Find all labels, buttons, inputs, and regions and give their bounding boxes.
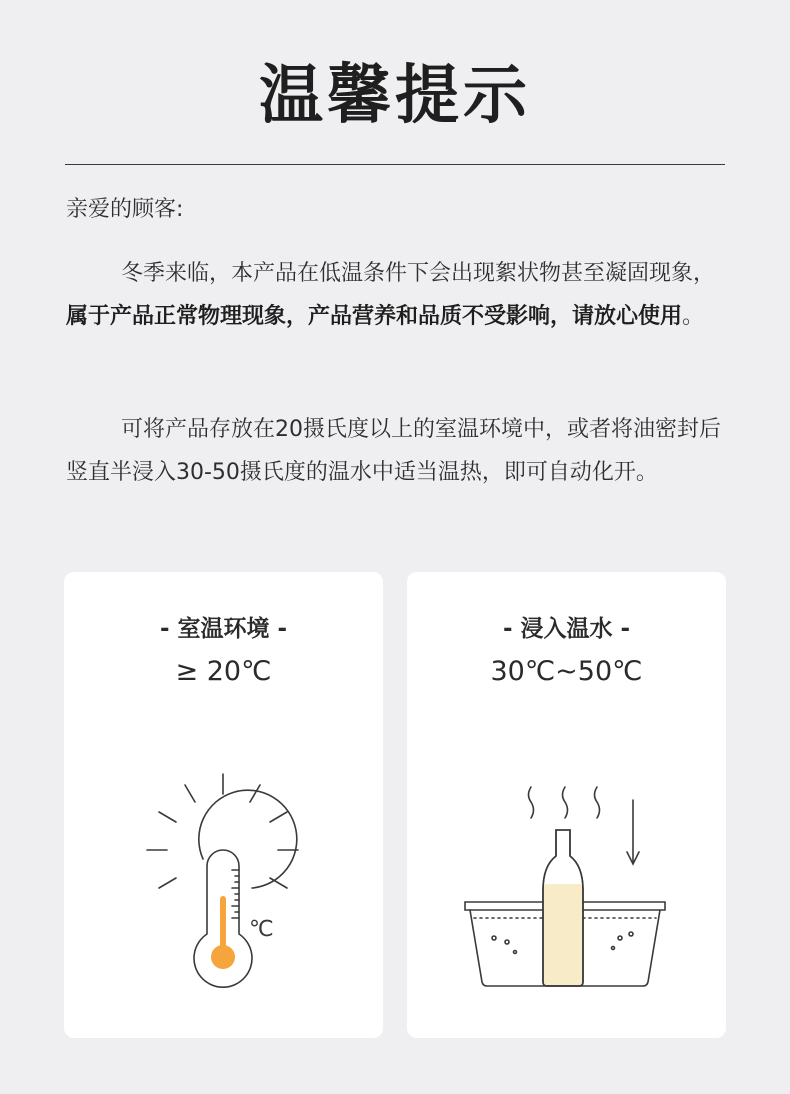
mercury-bulb — [211, 945, 235, 969]
room-temperature-card — [64, 572, 383, 1038]
bottle-oil — [544, 884, 582, 985]
notice-period: 。 — [682, 304, 705, 329]
room-temperature-value: ≥ 20℃ — [175, 656, 272, 687]
steam-line — [563, 787, 568, 818]
page-title: 温馨提示 — [259, 58, 531, 133]
steam-line — [529, 787, 534, 818]
sun-thermometer-icon — [64, 572, 383, 1038]
warm-water-value: 30℃~50℃ — [490, 656, 643, 687]
bottle-in-warm-water-icon — [407, 572, 726, 1038]
notice-paragraph — [66, 252, 726, 338]
room-temperature-label: - 室温环境 - — [159, 616, 288, 642]
notice-emphasis: 属于产品正常物理现象，产品营养和品质不受影响，请放心使用 — [66, 304, 683, 329]
greeting: 亲爱的顾客: — [66, 197, 184, 222]
thermometer-unit: ℃ — [249, 917, 274, 942]
warm-water-label: - 浸入温水 - — [502, 616, 631, 642]
steam-line — [595, 787, 600, 818]
title-divider — [65, 164, 725, 165]
warm-water-card — [407, 572, 726, 1038]
notice-text: 冬季来临，本产品在低温条件下会出现絮状物甚至凝固现象， — [121, 261, 716, 286]
instruction-paragraph: 可将产品存放在20摄氏度以上的室温环境中，或者将油密封后竖直半浸入30-50摄氏度的温水中适当温热，即可自动化开。 — [66, 417, 721, 485]
